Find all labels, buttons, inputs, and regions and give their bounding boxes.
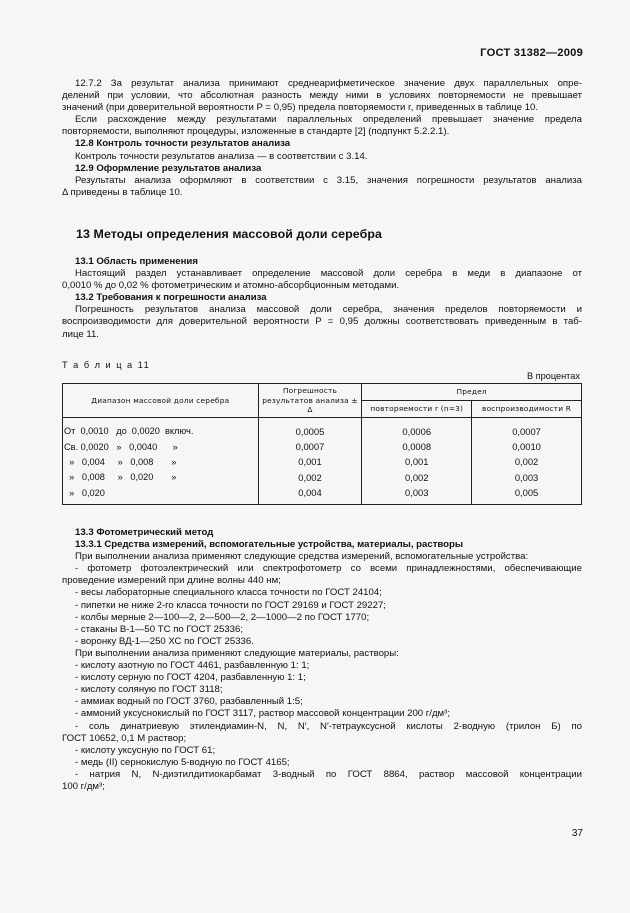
- list-item: - кислоту уксусную по ГОСТ 61;: [75, 744, 216, 756]
- cell-reproducibility: 0,005: [472, 485, 582, 505]
- cell-reproducibility: 0,002: [472, 454, 582, 469]
- cell-reproducibility: 0,003: [472, 470, 582, 485]
- list-item: - соль динатриевую этилендиамин-N, N, N′, N′-тетрауксусной кислоты 2-водную (трилон Б) по: [75, 720, 582, 732]
- table-row: [63, 485, 582, 505]
- list-item: - аммоний уксуснокислый по ГОСТ 3117, раствор массовой концентрации 200 г/дм³;: [75, 708, 451, 720]
- list-item: - фотометр фотоэлектрический или спектрофотометр со всеми принадлежностями, обеспечивающие: [75, 563, 582, 575]
- cell-range: » 0,004 » 0,008 »: [63, 454, 259, 469]
- subsection-heading: 12.9 Оформление результатов анализа: [75, 162, 262, 174]
- paragraph-line: делений при условии, что абсолютная разность между ними в условиях повторяемости не превышает: [62, 90, 582, 102]
- cell-reproducibility: 0,0010: [472, 439, 582, 454]
- list-item: - колбы мерные 2—100—2, 2—500—2, 2—1000—2 по ГОСТ 1770;: [75, 611, 370, 623]
- paragraph-line: При выполнении анализа применяют следующие материалы, растворы:: [75, 647, 399, 659]
- paragraph-line: Контроль точности результатов анализа — в соответствии с 3.14.: [75, 150, 368, 162]
- subsection-heading: 13.3.1 Средства измерений, вспомогательные устройства, материалы, растворы: [75, 539, 464, 551]
- cell-error: 0,0005: [258, 417, 362, 439]
- table-row: [63, 439, 582, 454]
- table-unit: В процентах: [526, 371, 580, 381]
- paragraph-line: повторяемости, выполняют процедуры, изложенные в стандарте [2] (подпункт 5.2.2.1).: [62, 126, 450, 138]
- table-row: [63, 417, 582, 439]
- cell-repeatability: 0,0006: [362, 417, 472, 439]
- text-block-13: [62, 256, 582, 341]
- header-range: Диапазон массовой доли серебра: [63, 384, 259, 418]
- paragraph-line: Результаты анализа оформляют в соответствии с 3.15, значения погрешности результатов анализа: [75, 174, 582, 186]
- cell-range: От 0,0010 до 0,0020 включ.: [63, 417, 259, 439]
- section-title: 13 Методы определения массовой доли серебра: [76, 227, 382, 241]
- table-caption: Т а б л и ц а 11: [62, 360, 151, 370]
- list-item: - пипетки не ниже 2-го класса точности по ГОСТ 29169 и ГОСТ 29227;: [75, 599, 386, 611]
- list-item: - воронку ВД-1—250 ХС по ГОСТ 25336.: [75, 635, 254, 647]
- header-error: Погрешность результатов анализа ± Δ: [258, 384, 362, 418]
- list-item: - стаканы В-1—50 ТС по ГОСТ 25336;: [75, 623, 243, 635]
- page-number: 37: [571, 828, 583, 839]
- cell-range: » 0,020: [63, 485, 259, 505]
- list-item: - кислоту серную по ГОСТ 4204, разбавленную 1: 1;: [75, 672, 306, 684]
- cell-error: 0,0007: [258, 439, 362, 454]
- paragraph-line: 100 г/дм³;: [62, 780, 105, 792]
- paragraph-line: При выполнении анализа применяют следующие средства измерений, вспомогательные устройства:: [75, 551, 529, 563]
- paragraph-line: 0,0010 % до 0,02 % фотометрическим и атомно-абсорбционным методами.: [62, 280, 400, 292]
- table-11: [62, 383, 582, 505]
- header-limit: Предел: [362, 384, 582, 401]
- paragraph-line: 12.7.2 За результат анализа принимают среднеарифметическое значение двух параллельных опре-: [75, 78, 582, 89]
- cell-error: 0,002: [258, 470, 362, 485]
- table-row: [63, 470, 582, 485]
- cell-repeatability: 0,001: [362, 454, 472, 469]
- paragraph-line: лице 11.: [62, 328, 99, 340]
- list-item: - аммиак водный по ГОСТ 3760, разбавленный 1:5;: [75, 696, 303, 708]
- cell-repeatability: 0,003: [362, 485, 472, 505]
- list-item: - кислоту соляную по ГОСТ 3118;: [75, 684, 223, 696]
- cell-repeatability: 0,0008: [362, 439, 472, 454]
- cell-error: 0,004: [258, 485, 362, 505]
- paragraph-line: Если расхождение между результатами параллельных определений превышает значение предела: [75, 114, 582, 126]
- text-block-13-3: [62, 527, 582, 793]
- table-row: [63, 454, 582, 469]
- cell-error: 0,001: [258, 454, 362, 469]
- list-item: - весы лабораторные специального класса точности по ГОСТ 24104;: [75, 587, 382, 599]
- paragraph-line: проведение измерений при длине волны 440 нм;: [62, 575, 281, 587]
- cell-reproducibility: 0,0007: [472, 417, 582, 439]
- standard-header: ГОСТ 31382—2009: [480, 47, 583, 59]
- list-item: - натрия N, N-диэтилдитиокарбамат 3-водный по ГОСТ 8864, раствор массовой концентрации: [75, 768, 582, 780]
- paragraph-line: Δ приведены в таблице 10.: [62, 186, 183, 198]
- subsection-heading: 12.8 Контроль точности результатов анализа: [75, 138, 291, 150]
- subsection-heading: 13.2 Требования к погрешности анализа: [75, 292, 267, 304]
- paragraph-line: Настоящий раздел устанавливает определение массовой доли серебра в меди в диапазоне от: [75, 268, 582, 280]
- subsection-heading: 13.1 Область применения: [75, 256, 198, 267]
- paragraph-line: ГОСТ 10652, 0,1 М раствор;: [62, 732, 187, 744]
- text-block-12: [62, 78, 582, 199]
- subsection-heading: 13.3 Фотометрический метод: [75, 527, 214, 538]
- cell-range: Св. 0,0020 » 0,0040 »: [63, 439, 259, 454]
- paragraph-line: Погрешность результатов анализа массовой доли серебра, значения пределов повторяемости и: [75, 304, 582, 316]
- paragraph-line: воспроизводимости для доверительной вероятности P = 0,95 должны соответствовать приведенным в таб-: [62, 316, 582, 328]
- list-item: - медь (II) сернокислую 5-водную по ГОСТ 4165;: [75, 756, 290, 768]
- cell-repeatability: 0,002: [362, 470, 472, 485]
- list-item: - кислоту азотную по ГОСТ 4461, разбавленную 1: 1;: [75, 660, 310, 672]
- paragraph-line: значений (при доверительной вероятности P = 0,95) предела повторяемости r, приведенных в таблице 10.: [62, 102, 539, 114]
- header-repeatability: повторяемости r (n=3): [362, 400, 472, 417]
- cell-range: » 0,008 » 0,020 »: [63, 470, 259, 485]
- header-reproducibility: воспроизводимости R: [472, 400, 582, 417]
